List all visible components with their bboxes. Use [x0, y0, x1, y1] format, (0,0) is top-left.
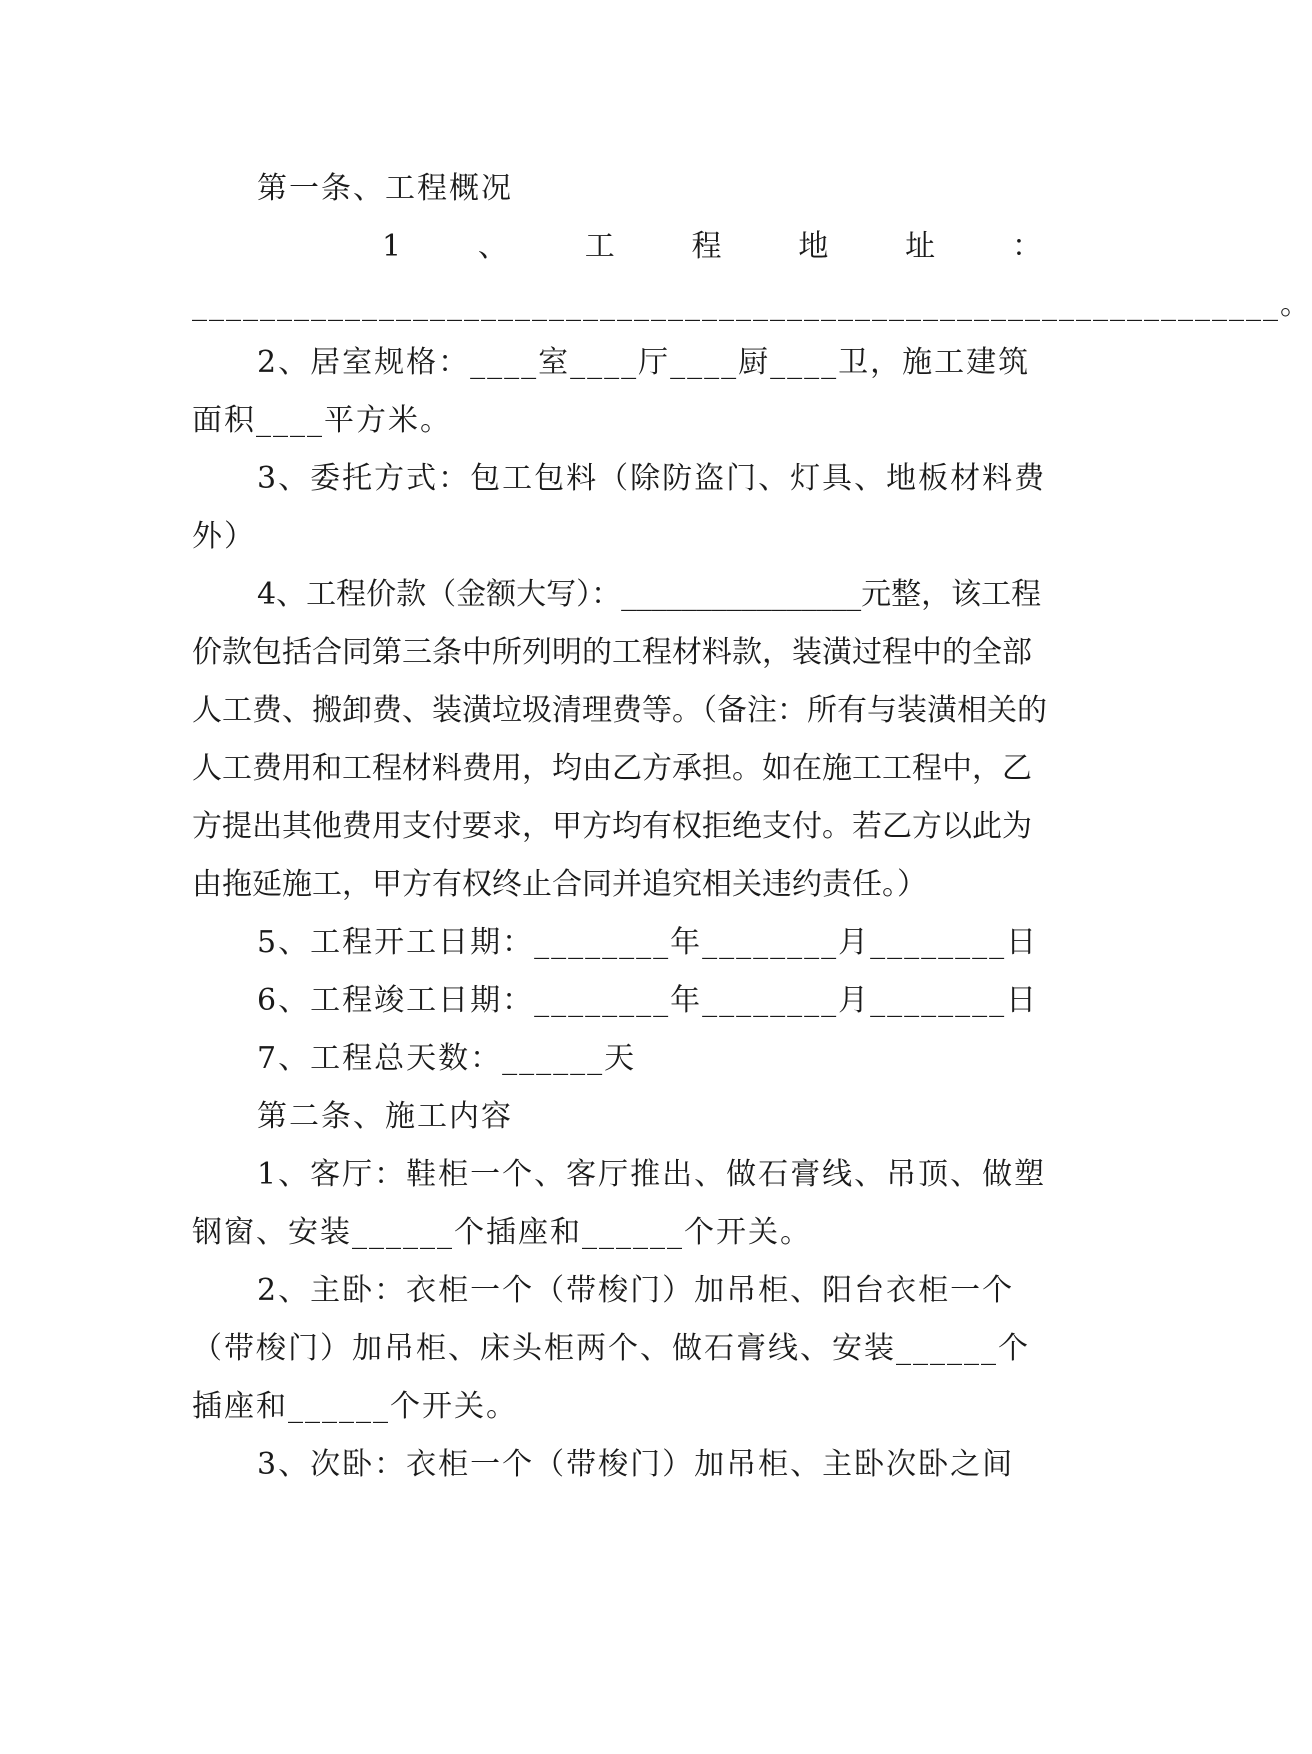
content-master-bedroom: 2、主卧：衣柜一个（带梭门）加吊柜、阳台衣柜一个（带梭门）加吊柜、床头柜两个、做石膏线、安装______个插座和______个开关。 [192, 1273, 1030, 1424]
item-room-spec: 2、居室规格：____室____厅____厨____卫，施工建筑面积____平方米。 [192, 345, 1031, 438]
address-blank-line: ________________________________________________________________。 [192, 287, 1312, 322]
address-char: 1 [382, 229, 404, 264]
address-char: 工 [584, 229, 617, 264]
heading-article-2: 第二条、施工内容 [257, 1099, 513, 1134]
address-char: 址 [905, 229, 938, 264]
item-commission-method: 3、委托方式：包工包料（除防盗门、灯具、地板材料费外） [192, 461, 1047, 554]
address-char: 地 [798, 229, 831, 264]
item-project-price: 4、工程价款（金额大写）：________________元整，该工程价款包括合同第三条中所列明的工程材料款，装潢过程中的全部人工费、搬卸费、装潢垃圾清理费等。（备注：所有与装潢相关的人工费用和工程材料费用，均由乙方承担。如在施工工程中，乙方提出其他费用支付要求，甲方均有权拒绝支付。若乙方以此为由拖延施工，甲方有权终止合同并追究相关违约责任。） [192, 577, 1047, 902]
item-completion-date: 6、工程竣工日期：________年________月________日 [257, 983, 1039, 1018]
heading-article-1: 第一条、工程概况 [257, 171, 513, 206]
address-char: 程 [691, 229, 724, 264]
address-label-line [192, 218, 1052, 276]
document-body [192, 160, 1312, 1494]
address-char: 、 [477, 229, 510, 264]
item-start-date: 5、工程开工日期：________年________月________日 [257, 925, 1039, 960]
content-second-bedroom: 3、次卧：衣柜一个（带梭门）加吊柜、主卧次卧之间 [257, 1447, 1015, 1482]
content-living-room: 1、客厅：鞋柜一个、客厅推出、做石膏线、吊顶、做塑钢窗、安装______个插座和______个开关。 [192, 1157, 1047, 1250]
item-total-days: 7、工程总天数：______天 [257, 1041, 637, 1076]
address-char: ： [1011, 229, 1044, 264]
